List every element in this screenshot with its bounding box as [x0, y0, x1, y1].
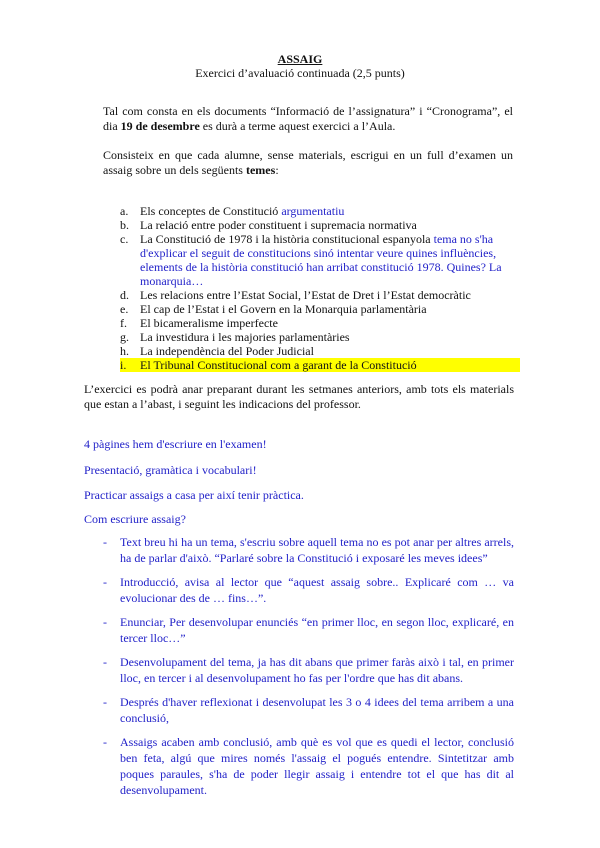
topic-text: La investidura i les majories parlamentàries: [140, 330, 350, 344]
intro-p1-date: 19 de desembre: [120, 119, 200, 133]
tip-dash: -: [103, 695, 107, 709]
topic-marker: h.: [120, 344, 129, 358]
note-how-to: Com escriure assaig?: [84, 512, 186, 526]
note-presentation: Presentació, gramàtica i vocabulari!: [84, 463, 257, 477]
topic-marker: c.: [120, 232, 129, 246]
topic-item: [120, 204, 520, 218]
tip-dash: -: [103, 615, 107, 629]
tip-text: Text breu hi ha un tema, s'escriu sobre aquell tema no es pot anar per altres arrels, ha de parlar d'això. “Parlaré sobre la Constitució i exposaré les meves idees”: [120, 535, 514, 565]
closing-paragraph: L’exercici es podrà anar preparant durant les setmanes anteriors, amb tots els materials que estan a l’abast, i seguint les indicacions del professor.: [84, 382, 514, 411]
topic-marker: f.: [120, 316, 127, 330]
topic-marker: d.: [120, 288, 129, 302]
topics-list: [120, 204, 520, 372]
topic-text: La Constitució de 1978 i la història constitucional espanyola: [140, 232, 431, 246]
topic-marker: e.: [120, 302, 129, 316]
topic-note: argumentatiu: [278, 204, 345, 218]
topic-item: [120, 316, 520, 330]
page-title: ASSAIG: [277, 52, 323, 66]
topic-text: El cap de l’Estat i el Govern en la Monarquia parlamentària: [140, 302, 427, 316]
topic-item: [120, 302, 520, 316]
tip-item: [100, 734, 514, 798]
topic-marker: i.: [120, 358, 127, 372]
tip-text: Enunciar, Per desenvolupar enunciés “en primer lloc, en segon lloc, explicaré, en tercer lloc…”: [120, 615, 514, 645]
topic-text: El bicameralisme imperfecte: [140, 316, 278, 330]
topic-marker: b.: [120, 218, 129, 232]
tip-item: [100, 614, 514, 646]
tip-item: [100, 534, 514, 566]
intro-paragraph-1: [103, 104, 513, 134]
tip-item: [100, 574, 514, 606]
intro-p1-text-end: es durà a terme aquest exercici a l’Aula.: [199, 119, 396, 133]
tips-list: [100, 534, 514, 798]
topic-item: [120, 330, 520, 344]
page-subtitle: Exercici d’avaluació continuada (2,5 punts): [195, 66, 405, 80]
intro-p1-text: Tal com consta en els documents “Informació de l’assignatura” i “Cronograma”, el dia: [103, 104, 513, 133]
topic-note: tema no s'ha d'explicar el seguit de constitucions sinó intentar veure quines influències, elements de la història constitució han arribat constitució 1978. Quines? La monarquia…: [140, 232, 502, 288]
tip-text: Introducció, avisa al lector que “aquest assaig sobre.. Explicaré com … va evolucionar des de … fins…”.: [120, 575, 514, 605]
intro-p2-text-end: :: [275, 163, 279, 177]
tip-dash: -: [103, 535, 107, 549]
intro-p2-text: Consisteix en que cada alumne, sense materials, escrigui en un full d’examen un assaig sobre un dels següents: [103, 148, 513, 177]
topic-text: Les relacions entre l’Estat Social, l’Estat de Dret i l’Estat democràtic: [140, 288, 471, 302]
note-pages: 4 pàgines hem d'escriure en l'examen!: [84, 437, 267, 451]
topic-text: La independència del Poder Judicial: [140, 344, 314, 358]
topic-marker: a.: [120, 204, 129, 218]
intro-paragraph-2: [103, 148, 513, 178]
topic-item: [120, 218, 520, 232]
tip-text: Assaigs acaben amb conclusió, amb què es vol que es quedi el lector, conclusió ben feta, algú que mires només l'assaig el pogués entendre. Sintetitzar amb poques paraules, s'ha de poder llegir assaig i entendre tot el que has dit al desenvolupament.: [120, 735, 514, 797]
topic-text: La relació entre poder constituent i supremacia normativa: [140, 218, 417, 232]
topic-item: [120, 288, 520, 302]
intro-p2-bold: temes: [245, 163, 276, 177]
tip-item: [100, 654, 514, 686]
topic-text: Els conceptes de Constitució: [140, 204, 279, 218]
note-practice: Practicar assaigs a casa per així tenir pràctica.: [84, 488, 304, 502]
topic-item: [120, 232, 520, 288]
topic-text: El Tribunal Constitucional com a garant de la Constitució: [140, 358, 417, 372]
tip-text: Després d'haver reflexionat i desenvolupat les 3 o 4 idees del tema arribem a una conclusió,: [120, 695, 514, 725]
tip-item: [100, 694, 514, 726]
topic-item: [120, 344, 520, 358]
topic-item-highlighted: [120, 358, 520, 372]
tip-text: Desenvolupament del tema, ja has dit abans que primer faràs això i tal, en primer lloc, en tercer i al desenvolupament ho fas per l'ordre que has dit abans.: [120, 655, 514, 685]
tip-dash: -: [103, 735, 107, 749]
topic-marker: g.: [120, 330, 129, 344]
tip-dash: -: [103, 655, 107, 669]
tip-dash: -: [103, 575, 107, 589]
